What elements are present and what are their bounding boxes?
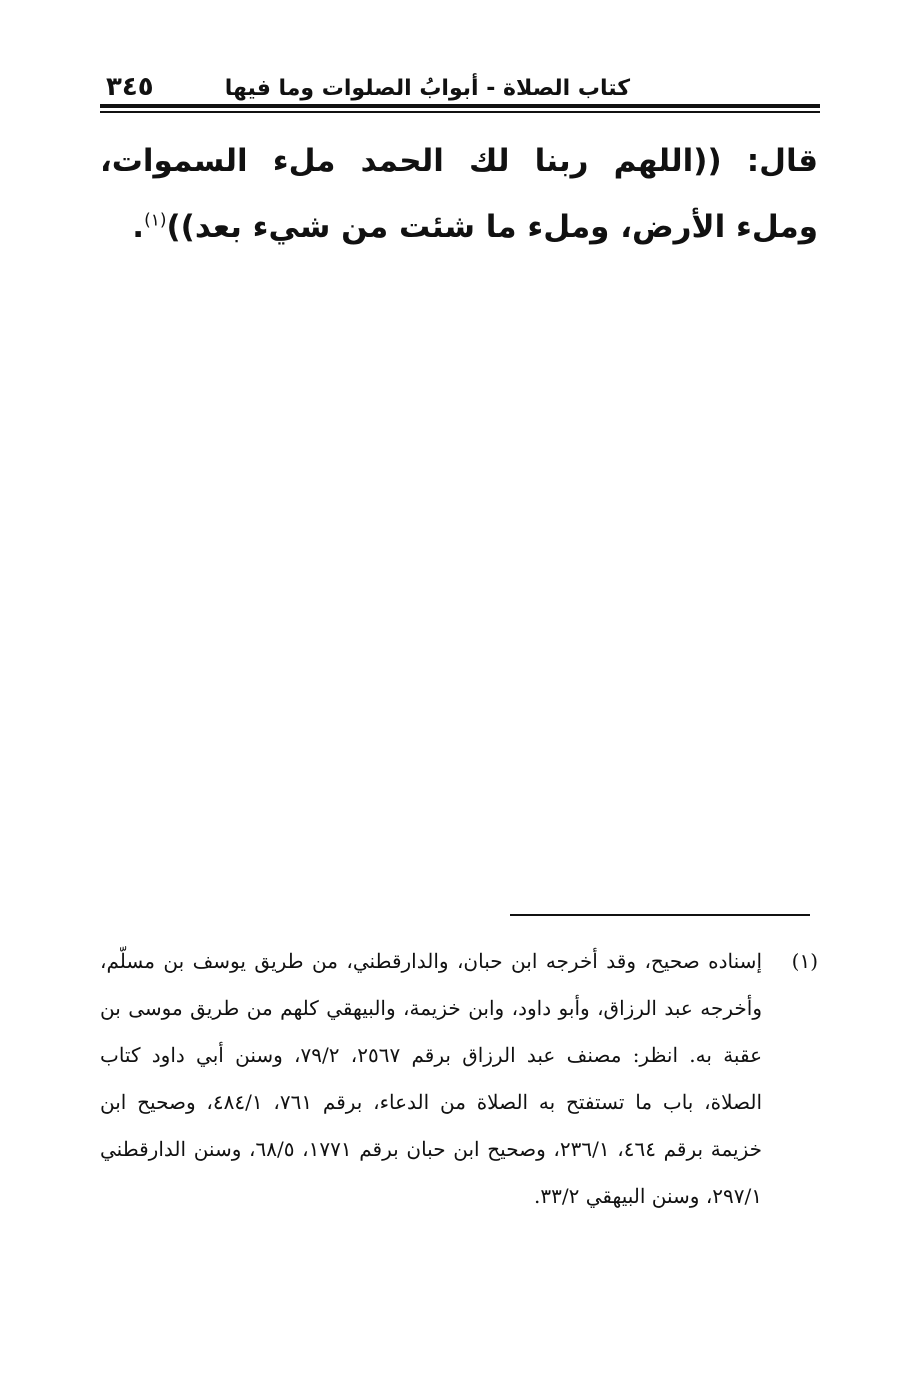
footnotes <box>100 938 818 1220</box>
footnote-text: إسناده صحيح، وقد أخرجه ابن حبان، والدارقطني، من طريق يوسف بن مسلّم، وأخرجه عبد الرزاق، وأبو داود، وابن خزيمة، والبيهقي كلهم من طريق موسى بن عقبة به. انظر: مصنف عبد الرزاق برقم ٢٥٦٧، ٧٩/٢، وسنن أبي داود كتاب الصلاة، باب ما تستفتح به الصلاة من الدعاء، برقم ٧٦١، ٤٨٤/١، وصحيح ابن خزيمة برقم ٤٦٤، ٢٣٦/١، وصحيح ابن حبان برقم ١٧٧١، ٦٨/٥، وسنن الدارقطني ٢٩٧/١، وسنن البيهقي ٣٣/٢. <box>100 949 763 1208</box>
hadith-text: قال: ((اللهم ربنا لك الحمد ملء السموات، وملء الأرض، وملء ما شئت من شيء بعد)) <box>100 143 818 245</box>
end-punctuation: . <box>132 209 145 245</box>
header-rule-thick <box>100 104 820 108</box>
footnote-item <box>100 938 818 1220</box>
footnote-reference: (١) <box>144 210 167 231</box>
footnote-separator <box>510 914 810 916</box>
chapter-title: كتاب الصلاة - أبوابُ الصلوات وما فيها <box>224 76 630 101</box>
header-rule-thin <box>100 111 820 113</box>
main-text <box>100 128 818 260</box>
page-number: ٣٤٥ <box>106 72 154 102</box>
footnote-number: (١) <box>791 949 818 973</box>
